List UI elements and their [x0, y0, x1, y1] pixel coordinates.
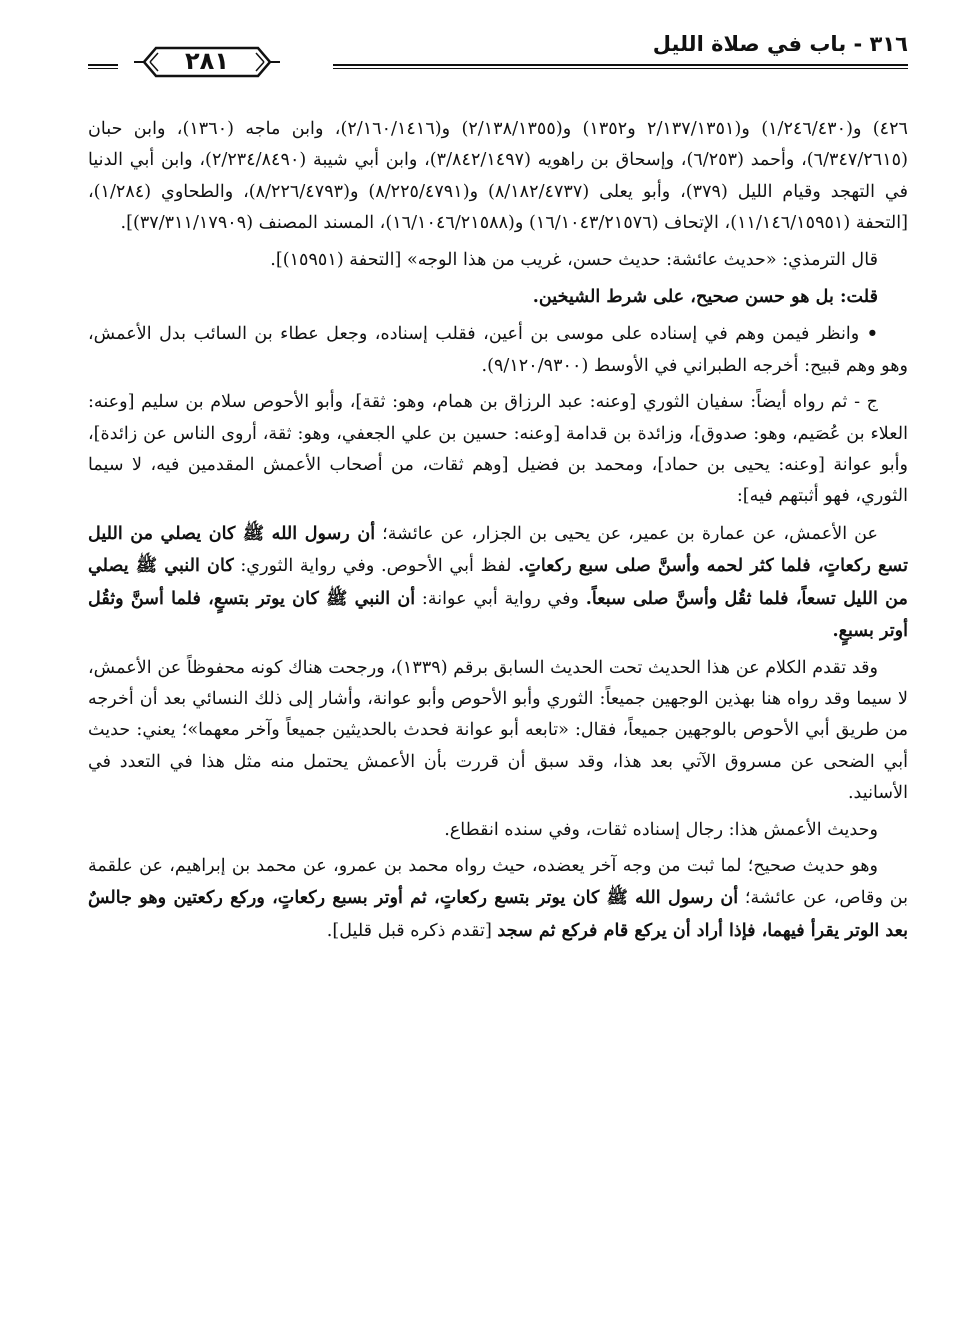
body-text	[88, 114, 908, 947]
paragraph-references: ٤٢٦) و(١/٢٤٦/٤٣٠) و(٢/١٣٧/١٣٥١ و١٣٥٢) و(٢/١٣٨/١٣٥٥) و(٢/١٦٠/١٤١٦)، وابن ماجه (١٣٦٠)، وابن حبان (٦/٣٤٧/٢٦١٥)، وأحمد (٦/٢٥٣)، وإسحاق بن راهويه (٣/٨٤٢/١٤٩٧)، وابن أبي شيبة (٢/٢٣٤/٨٤٩٠)، وابن أبي الدنيا في التهجد وقيام الليل (٣٧٩)، وأبو يعلى (٨/١٨٢/٤٧٣٧) و(٨/٢٢٥/٤٧٩١) و(٨/٢٢٦/٤٧٩٣)، والطحاوي (١/٢٨٤)، [التحفة (١١/١٤٦/١٥٩٥١)، الإتحاف (١٦/١٠٤٣/٢١٥٧٦) و(١٦/١٠٤٦/٢١٥٨٨)، المسند المصنف (٣٧/٣١١/١٧٩٠٩)].	[88, 119, 908, 234]
paragraph-narrators: ج - ثم رواه أيضاً: سفيان الثوري [وعنه: عبد الرزاق بن همام، وهو: ثقة]، وأبو الأحوص سلام بن سليم [وعنه: العلاء بن عُصَيم، وهو: صدوق]، وزائدة بن قدامة [وعنه: حسين بن علي الجعفي، وهو: ثقة، أروى الناس عن زائدة]، وأبو عوانة [وعنه: يحيى بن حماد]، ومحمد بن فضيل [وهم ثقات، من أصحاب الأعمش المقدمين فيه، لا سيما الثوري، فهو أثبتهم فيه]:	[88, 392, 908, 507]
hadith-chain: عن الأعمش، عن عمارة بن عمير، عن يحيى بن الجزار، عن عائشة؛	[375, 523, 878, 544]
book-page	[88, 22, 908, 952]
note-text: وانظر فيمن وهم في إسناده على موسى بن أعين، فقلب إسناده، وجعل عطاء بن السائب بدل الأعمش، وهو وهم قبيح: أخرجه الطبراني في الأوسط (٩/١٢٠/٩٣٠٠).	[88, 324, 908, 376]
paragraph-discussion: وقد تقدم الكلام عن هذا الحديث تحت الحديث السابق برقم (١٣٣٩)، ورجحت هناك كونه محفوظاً عن الأعمش، لا سيما وقد رواه هنا بهذين الوجهين جميعاً: الثوري وأبو الأحوص وأبو عوانة، وأشار إلى ذلك النسائي بعد أن أخرجه من طريق أبي الأحوص بالوجهين جميعاً، فقال: «تابعه أبو عوانة فحدث بالحديثين جميعاً وآخر معهما»؛ يعني: حديث أبي الضحى عن مسروق الآتي بعد هذا، وقد سبق أن قررت بأن الأعمش يحتمل منه مثل هذا في التعدد في الأسانيد.	[88, 657, 908, 804]
header-rule-right	[333, 64, 908, 69]
page-number: ٢٨١	[185, 47, 229, 75]
paragraph-hadith	[88, 518, 908, 648]
hadith-note-2: وفي رواية أبي عوانة:	[415, 588, 586, 609]
support-text: أن رسول الله ﷺ كان يوتر بتسع ركعاتٍ، ثم أوتر بسبع ركعاتٍ، وركع ركعتين وهو جالسٌ بعد الوتر يقرأ فيهما، فإذا أراد أن يركع قام فركع ثم سجد	[88, 887, 908, 941]
running-header	[88, 22, 908, 78]
page-number-badge	[132, 42, 282, 82]
hadith-text: أن رسول الله ﷺ كان يصلي من الليل تسع ركعاتٍ، فلما كثر لحمه وأسنَّ صلى سبع ركعاتٍ.	[88, 522, 908, 577]
bullet-icon: •	[866, 323, 878, 345]
header-rule-left	[88, 64, 118, 69]
paragraph-assessment: وحديث الأعمش هذا: رجال إسناده ثقات، وفي سنده انقطاع.	[444, 819, 878, 840]
paragraph-support	[88, 851, 908, 947]
paragraph-note	[88, 318, 908, 382]
chapter-title: ٣١٦ - باب في صلاة الليل	[652, 32, 908, 56]
support-note: [تقدم ذكره قبل قليل].	[326, 920, 498, 941]
hadith-variant-1: كان النبي ﷺ يصلي من الليل تسعاً، فلما ثقُل وأسنَّ صلى سبعاً.	[88, 555, 908, 609]
hadith-note-1: لفظ أبي الأحوص. وفي رواية الثوري:	[233, 556, 519, 577]
paragraph-verdict	[88, 281, 908, 313]
support-chain: وهو حديث صحيح؛ لما ثبت من وجه آخر يعضده، حيث رواه محمد بن عمرو، عن محمد بن إبراهيم، عن علقمة بن وقاص، عن عائشة؛	[88, 855, 908, 909]
paragraph-tirmidhi: قال الترمذي: «حديث عائشة: حديث حسن، غريب من هذا الوجه» [التحفة (١٥٩٥١)].	[270, 249, 878, 270]
hadith-variant-2: أن النبي ﷺ كان يوتر بتسعٍ، فلما أسنَّ وثقُل أوتر بسبعٍ.	[88, 587, 908, 642]
verdict-text: قلت: بل هو حسن صحيح، على شرط الشيخين.	[532, 286, 878, 308]
